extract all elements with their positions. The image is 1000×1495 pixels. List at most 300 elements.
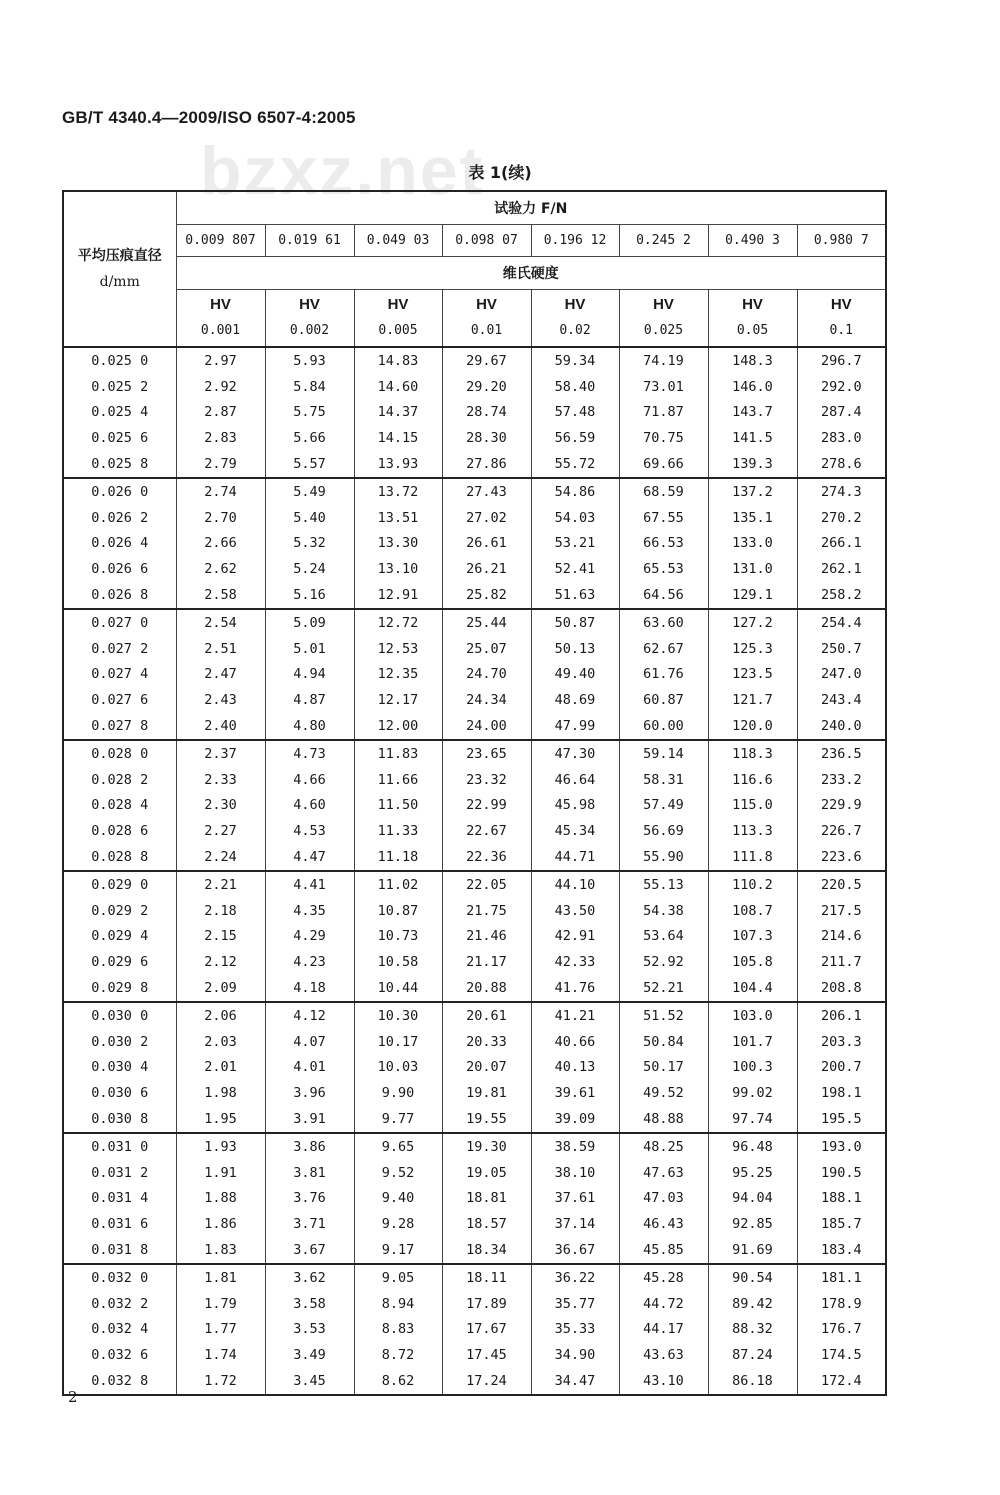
hardness-value-cell: 2.66 — [176, 531, 265, 557]
hardness-table — [62, 190, 887, 1396]
force-value-cell: 0.490 3 — [708, 225, 797, 257]
hardness-value-cell: 4.18 — [265, 975, 354, 1002]
hardness-value-cell: 54.86 — [531, 478, 619, 505]
hardness-value-cell: 8.83 — [354, 1316, 442, 1342]
hardness-value-cell: 1.74 — [176, 1342, 265, 1368]
hardness-value-cell: 5.84 — [265, 374, 354, 400]
hv-scale-cell — [797, 290, 886, 348]
hardness-value-cell: 120.0 — [708, 713, 797, 740]
hardness-value-cell: 4.01 — [265, 1055, 354, 1081]
hardness-value-cell: 250.7 — [797, 636, 886, 662]
table-row — [63, 871, 886, 898]
hardness-value-cell: 12.91 — [354, 582, 442, 609]
hardness-value-cell: 42.33 — [531, 949, 619, 975]
hardness-value-cell: 37.61 — [531, 1186, 619, 1212]
hardness-value-cell: 5.32 — [265, 531, 354, 557]
hardness-value-cell: 17.24 — [442, 1368, 531, 1395]
hardness-value-cell: 10.30 — [354, 1002, 442, 1029]
table-row — [63, 793, 886, 819]
hardness-value-cell: 21.75 — [442, 898, 531, 924]
table-row — [63, 374, 886, 400]
hardness-value-cell: 39.09 — [531, 1106, 619, 1133]
hardness-value-cell: 135.1 — [708, 505, 797, 531]
hardness-value-cell: 12.17 — [354, 687, 442, 713]
hardness-value-cell: 63.60 — [619, 609, 708, 636]
hv-scale-value: 0.01 — [470, 323, 503, 338]
diameter-cell: 0.031 2 — [63, 1160, 176, 1186]
hardness-value-cell: 55.90 — [619, 844, 708, 871]
hardness-value-cell: 174.5 — [797, 1342, 886, 1368]
force-value-cell: 0.049 03 — [354, 225, 442, 257]
diameter-cell: 0.027 0 — [63, 609, 176, 636]
hv-scale-value: 0.002 — [289, 323, 330, 338]
hardness-value-cell: 71.87 — [619, 400, 708, 426]
hardness-value-cell: 4.29 — [265, 924, 354, 950]
hardness-value-cell: 2.30 — [176, 793, 265, 819]
hardness-value-cell: 20.33 — [442, 1029, 531, 1055]
hardness-value-cell: 44.71 — [531, 844, 619, 871]
hardness-value-cell: 2.01 — [176, 1055, 265, 1081]
diameter-cell: 0.031 8 — [63, 1237, 176, 1264]
hardness-value-cell: 14.37 — [354, 400, 442, 426]
hardness-value-cell: 58.40 — [531, 374, 619, 400]
hardness-value-cell: 233.2 — [797, 767, 886, 793]
hardness-value-cell: 3.49 — [265, 1342, 354, 1368]
hardness-value-cell: 115.0 — [708, 793, 797, 819]
hardness-value-cell: 220.5 — [797, 871, 886, 898]
table-row — [63, 505, 886, 531]
diameter-cell: 0.027 4 — [63, 662, 176, 688]
hardness-value-cell: 23.32 — [442, 767, 531, 793]
hardness-value-cell: 9.77 — [354, 1106, 442, 1133]
hardness-value-cell: 43.10 — [619, 1368, 708, 1395]
hardness-value-cell: 118.3 — [708, 740, 797, 767]
hardness-value-cell: 51.63 — [531, 582, 619, 609]
hardness-value-cell: 2.79 — [176, 451, 265, 478]
hardness-value-cell: 35.33 — [531, 1316, 619, 1342]
hardness-value-cell: 5.57 — [265, 451, 354, 478]
force-value-cell: 0.019 61 — [265, 225, 354, 257]
force-value-cell: 0.196 12 — [531, 225, 619, 257]
hardness-value-cell: 17.45 — [442, 1342, 531, 1368]
hv-symbol: HV — [476, 296, 497, 313]
table-row — [63, 1264, 886, 1291]
hardness-value-cell: 73.01 — [619, 374, 708, 400]
diameter-cell: 0.027 8 — [63, 713, 176, 740]
hardness-value-cell: 258.2 — [797, 582, 886, 609]
hardness-value-cell: 10.03 — [354, 1055, 442, 1081]
hardness-value-cell: 11.83 — [354, 740, 442, 767]
table-row — [63, 844, 886, 871]
hardness-value-cell: 56.59 — [531, 425, 619, 451]
table-row — [63, 609, 886, 636]
hardness-value-cell: 67.55 — [619, 505, 708, 531]
hv-scale-cell — [265, 290, 354, 348]
hardness-value-cell: 35.77 — [531, 1291, 619, 1317]
hardness-value-cell: 50.13 — [531, 636, 619, 662]
hardness-value-cell: 133.0 — [708, 531, 797, 557]
hardness-value-cell: 5.24 — [265, 556, 354, 582]
hardness-value-cell: 49.52 — [619, 1080, 708, 1106]
hardness-value-cell: 11.02 — [354, 871, 442, 898]
table-row — [63, 898, 886, 924]
hardness-value-cell: 34.47 — [531, 1368, 619, 1395]
hardness-value-cell: 100.3 — [708, 1055, 797, 1081]
table-row — [63, 400, 886, 426]
hardness-value-cell: 287.4 — [797, 400, 886, 426]
hardness-value-cell: 278.6 — [797, 451, 886, 478]
hardness-value-cell: 4.53 — [265, 818, 354, 844]
hardness-value-cell: 208.8 — [797, 975, 886, 1002]
hardness-value-cell: 178.9 — [797, 1291, 886, 1317]
hardness-value-cell: 101.7 — [708, 1029, 797, 1055]
hardness-value-cell: 44.17 — [619, 1316, 708, 1342]
diameter-cell: 0.026 8 — [63, 582, 176, 609]
hardness-value-cell: 2.24 — [176, 844, 265, 871]
hardness-value-cell: 96.48 — [708, 1133, 797, 1160]
hv-symbol: HV — [742, 296, 763, 313]
table-row — [63, 1237, 886, 1264]
hardness-value-cell: 58.31 — [619, 767, 708, 793]
hardness-value-cell: 116.6 — [708, 767, 797, 793]
hardness-value-cell: 240.0 — [797, 713, 886, 740]
hardness-value-cell: 29.20 — [442, 374, 531, 400]
hardness-value-cell: 123.5 — [708, 662, 797, 688]
hv-symbol: HV — [387, 296, 409, 313]
hardness-value-cell: 1.91 — [176, 1160, 265, 1186]
hardness-value-cell: 2.03 — [176, 1029, 265, 1055]
hardness-value-cell: 243.4 — [797, 687, 886, 713]
hardness-value-cell: 190.5 — [797, 1160, 886, 1186]
table-row — [63, 1029, 886, 1055]
table-header — [63, 191, 886, 347]
hardness-value-cell: 5.93 — [265, 347, 354, 374]
hardness-value-cell: 110.2 — [708, 871, 797, 898]
hardness-value-cell: 66.53 — [619, 531, 708, 557]
hardness-value-cell: 27.02 — [442, 505, 531, 531]
hardness-value-cell: 52.41 — [531, 556, 619, 582]
table-row — [63, 975, 886, 1002]
hardness-value-cell: 24.34 — [442, 687, 531, 713]
hardness-value-cell: 92.85 — [708, 1211, 797, 1237]
hardness-value-cell: 47.30 — [531, 740, 619, 767]
hv-scale-value: 0.02 — [559, 323, 591, 338]
table-row — [63, 713, 886, 740]
hardness-value-cell: 266.1 — [797, 531, 886, 557]
hardness-value-cell: 57.49 — [619, 793, 708, 819]
hardness-value-cell: 104.4 — [708, 975, 797, 1002]
hardness-value-cell: 4.23 — [265, 949, 354, 975]
diameter-cell: 0.029 6 — [63, 949, 176, 975]
hardness-value-cell: 8.72 — [354, 1342, 442, 1368]
hardness-value-cell: 28.30 — [442, 425, 531, 451]
hardness-value-cell: 50.17 — [619, 1055, 708, 1081]
hardness-value-cell: 2.47 — [176, 662, 265, 688]
table-row — [63, 451, 886, 478]
hardness-value-cell: 10.87 — [354, 898, 442, 924]
hardness-value-cell: 22.36 — [442, 844, 531, 871]
hardness-value-cell: 29.67 — [442, 347, 531, 374]
hardness-value-cell: 89.42 — [708, 1291, 797, 1317]
hardness-value-cell: 14.83 — [354, 347, 442, 374]
diameter-cell: 0.031 0 — [63, 1133, 176, 1160]
table-row — [63, 1106, 886, 1133]
diameter-cell: 0.032 0 — [63, 1264, 176, 1291]
diameter-cell: 0.026 2 — [63, 505, 176, 531]
hardness-value-cell: 61.76 — [619, 662, 708, 688]
hardness-value-cell: 26.21 — [442, 556, 531, 582]
hardness-value-cell: 26.61 — [442, 531, 531, 557]
hardness-value-cell: 13.93 — [354, 451, 442, 478]
hardness-value-cell: 69.66 — [619, 451, 708, 478]
hardness-value-cell: 56.69 — [619, 818, 708, 844]
hv-scale-value: 0.1 — [829, 323, 853, 338]
hardness-value-cell: 2.83 — [176, 425, 265, 451]
hardness-value-cell: 2.43 — [176, 687, 265, 713]
hardness-value-cell: 4.47 — [265, 844, 354, 871]
hardness-value-cell: 14.15 — [354, 425, 442, 451]
hardness-value-cell: 64.56 — [619, 582, 708, 609]
force-value-cell: 0.098 07 — [442, 225, 531, 257]
hardness-value-cell: 21.46 — [442, 924, 531, 950]
hardness-value-cell: 2.58 — [176, 582, 265, 609]
diameter-cell: 0.028 0 — [63, 740, 176, 767]
hardness-value-cell: 3.76 — [265, 1186, 354, 1212]
force-values-row — [63, 225, 886, 257]
hardness-value-cell: 4.07 — [265, 1029, 354, 1055]
diameter-cell: 0.028 2 — [63, 767, 176, 793]
hardness-value-cell: 86.18 — [708, 1368, 797, 1395]
hardness-value-cell: 19.05 — [442, 1160, 531, 1186]
hardness-value-cell: 206.1 — [797, 1002, 886, 1029]
hardness-value-cell: 1.81 — [176, 1264, 265, 1291]
diameter-cell: 0.030 8 — [63, 1106, 176, 1133]
hardness-value-cell: 18.11 — [442, 1264, 531, 1291]
table-row — [63, 425, 886, 451]
hardness-value-cell: 4.41 — [265, 871, 354, 898]
diameter-cell: 0.031 4 — [63, 1186, 176, 1212]
hv-scale-value: 0.005 — [378, 323, 418, 338]
hardness-value-cell: 108.7 — [708, 898, 797, 924]
hardness-value-cell: 274.3 — [797, 478, 886, 505]
hardness-value-cell: 1.72 — [176, 1368, 265, 1395]
table-row — [63, 767, 886, 793]
hardness-value-cell: 8.94 — [354, 1291, 442, 1317]
hardness-value-cell: 2.18 — [176, 898, 265, 924]
standard-number: GB/T 4340.4—2009/ISO 6507-4:2005 — [62, 108, 356, 127]
hardness-value-cell: 36.22 — [531, 1264, 619, 1291]
hv-scale-cell — [619, 290, 708, 348]
hardness-value-cell: 4.87 — [265, 687, 354, 713]
table-row — [63, 1133, 886, 1160]
diameter-cell: 0.025 4 — [63, 400, 176, 426]
hardness-value-cell: 43.63 — [619, 1342, 708, 1368]
hardness-value-cell: 9.28 — [354, 1211, 442, 1237]
hv-scale-cell — [531, 290, 619, 348]
hardness-value-cell: 41.21 — [531, 1002, 619, 1029]
hardness-value-cell: 5.66 — [265, 425, 354, 451]
force-header: 试验力 F/N — [176, 191, 886, 225]
hardness-value-cell: 12.72 — [354, 609, 442, 636]
table-row — [63, 478, 886, 505]
hardness-value-cell: 2.33 — [176, 767, 265, 793]
hardness-value-cell: 2.87 — [176, 400, 265, 426]
hv-symbol: HV — [653, 296, 674, 313]
hardness-value-cell: 2.06 — [176, 1002, 265, 1029]
hardness-value-cell: 1.95 — [176, 1106, 265, 1133]
diameter-cell: 0.032 6 — [63, 1342, 176, 1368]
hardness-value-cell: 195.5 — [797, 1106, 886, 1133]
hardness-value-cell: 4.73 — [265, 740, 354, 767]
hardness-value-cell: 217.5 — [797, 898, 886, 924]
hardness-value-cell: 2.15 — [176, 924, 265, 950]
hardness-value-cell: 41.76 — [531, 975, 619, 1002]
hardness-value-cell: 183.4 — [797, 1237, 886, 1264]
diameter-cell: 0.031 6 — [63, 1211, 176, 1237]
hardness-value-cell: 4.12 — [265, 1002, 354, 1029]
table-row — [63, 662, 886, 688]
hardness-value-cell: 4.94 — [265, 662, 354, 688]
diameter-cell: 0.025 0 — [63, 347, 176, 374]
hardness-value-cell: 5.01 — [265, 636, 354, 662]
hardness-value-cell: 131.0 — [708, 556, 797, 582]
hardness-value-cell: 48.88 — [619, 1106, 708, 1133]
hardness-value-cell: 27.86 — [442, 451, 531, 478]
hardness-value-cell: 57.48 — [531, 400, 619, 426]
diameter-cell: 0.026 4 — [63, 531, 176, 557]
hardness-value-cell: 198.1 — [797, 1080, 886, 1106]
hardness-value-cell: 55.13 — [619, 871, 708, 898]
hardness-value-cell: 34.90 — [531, 1342, 619, 1368]
hardness-value-cell: 2.09 — [176, 975, 265, 1002]
hardness-value-cell: 3.53 — [265, 1316, 354, 1342]
diameter-cell: 0.028 8 — [63, 844, 176, 871]
diameter-cell: 0.029 8 — [63, 975, 176, 1002]
hardness-value-cell: 42.91 — [531, 924, 619, 950]
hardness-value-cell: 2.12 — [176, 949, 265, 975]
diameter-cell: 0.029 4 — [63, 924, 176, 950]
hardness-value-cell: 2.40 — [176, 713, 265, 740]
hardness-value-cell: 38.10 — [531, 1160, 619, 1186]
hardness-value-cell: 9.52 — [354, 1160, 442, 1186]
hardness-value-cell: 11.66 — [354, 767, 442, 793]
diameter-cell: 0.030 0 — [63, 1002, 176, 1029]
hardness-value-cell: 13.72 — [354, 478, 442, 505]
diameter-cell: 0.030 6 — [63, 1080, 176, 1106]
hardness-value-cell: 24.00 — [442, 713, 531, 740]
hardness-value-cell: 270.2 — [797, 505, 886, 531]
hardness-value-cell: 24.70 — [442, 662, 531, 688]
page-number: 2 — [68, 1388, 78, 1406]
hardness-value-cell: 185.7 — [797, 1211, 886, 1237]
diameter-cell: 0.026 6 — [63, 556, 176, 582]
hardness-value-cell: 54.03 — [531, 505, 619, 531]
hardness-value-cell: 10.58 — [354, 949, 442, 975]
hardness-value-cell: 2.70 — [176, 505, 265, 531]
hardness-value-cell: 226.7 — [797, 818, 886, 844]
hardness-value-cell: 74.19 — [619, 347, 708, 374]
hardness-value-cell: 5.49 — [265, 478, 354, 505]
hardness-value-cell: 2.92 — [176, 374, 265, 400]
hardness-value-cell: 17.89 — [442, 1291, 531, 1317]
diameter-cell: 0.032 8 — [63, 1368, 176, 1395]
hardness-value-cell: 49.40 — [531, 662, 619, 688]
hardness-value-cell: 60.87 — [619, 687, 708, 713]
hardness-value-cell: 36.67 — [531, 1237, 619, 1264]
diameter-cell: 0.025 8 — [63, 451, 176, 478]
hardness-value-cell: 5.09 — [265, 609, 354, 636]
hv-scale-cell — [442, 290, 531, 348]
hardness-value-cell: 18.81 — [442, 1186, 531, 1212]
hardness-value-cell: 22.67 — [442, 818, 531, 844]
table-body — [63, 347, 886, 1395]
hardness-value-cell: 2.37 — [176, 740, 265, 767]
hardness-value-cell: 146.0 — [708, 374, 797, 400]
hardness-value-cell: 51.52 — [619, 1002, 708, 1029]
hardness-value-cell: 262.1 — [797, 556, 886, 582]
hardness-value-cell: 17.67 — [442, 1316, 531, 1342]
hardness-value-cell: 60.00 — [619, 713, 708, 740]
hardness-value-cell: 59.14 — [619, 740, 708, 767]
hardness-value-cell: 181.1 — [797, 1264, 886, 1291]
hardness-value-cell: 9.40 — [354, 1186, 442, 1212]
hardness-value-cell: 25.07 — [442, 636, 531, 662]
hardness-value-cell: 10.73 — [354, 924, 442, 950]
hardness-value-cell: 23.65 — [442, 740, 531, 767]
hardness-value-cell: 52.21 — [619, 975, 708, 1002]
hardness-value-cell: 296.7 — [797, 347, 886, 374]
hardness-value-cell: 12.53 — [354, 636, 442, 662]
diameter-cell: 0.025 2 — [63, 374, 176, 400]
table-title: 表 1(续) — [468, 163, 532, 182]
hardness-value-cell: 12.00 — [354, 713, 442, 740]
hardness-value-cell: 10.44 — [354, 975, 442, 1002]
hardness-value-cell: 176.7 — [797, 1316, 886, 1342]
hardness-value-cell: 4.60 — [265, 793, 354, 819]
table-row — [63, 636, 886, 662]
hv-scale-cell — [176, 290, 265, 348]
hardness-value-cell: 47.03 — [619, 1186, 708, 1212]
table-row — [63, 1160, 886, 1186]
hardness-value-cell: 53.21 — [531, 531, 619, 557]
hardness-value-cell: 292.0 — [797, 374, 886, 400]
hv-symbol: HV — [299, 296, 320, 313]
hardness-value-cell: 105.8 — [708, 949, 797, 975]
force-value-cell: 0.245 2 — [619, 225, 708, 257]
hardness-value-cell: 52.92 — [619, 949, 708, 975]
hardness-value-cell: 3.58 — [265, 1291, 354, 1317]
hardness-value-cell: 21.17 — [442, 949, 531, 975]
hardness-value-cell: 113.3 — [708, 818, 797, 844]
hardness-value-cell: 5.40 — [265, 505, 354, 531]
force-value-cell: 0.980 7 — [797, 225, 886, 257]
hardness-value-cell: 1.79 — [176, 1291, 265, 1317]
hardness-value-cell: 44.72 — [619, 1291, 708, 1317]
hardness-value-cell: 2.27 — [176, 818, 265, 844]
hardness-value-cell: 87.24 — [708, 1342, 797, 1368]
hardness-value-cell: 141.5 — [708, 425, 797, 451]
hardness-value-cell: 3.71 — [265, 1211, 354, 1237]
hardness-value-cell: 65.53 — [619, 556, 708, 582]
table-row — [63, 1342, 886, 1368]
hardness-value-cell: 5.75 — [265, 400, 354, 426]
hardness-value-cell: 70.75 — [619, 425, 708, 451]
hardness-value-cell: 50.84 — [619, 1029, 708, 1055]
hardness-value-cell: 9.90 — [354, 1080, 442, 1106]
hardness-value-cell: 11.18 — [354, 844, 442, 871]
hardness-value-cell: 1.93 — [176, 1133, 265, 1160]
hardness-value-cell: 254.4 — [797, 609, 886, 636]
